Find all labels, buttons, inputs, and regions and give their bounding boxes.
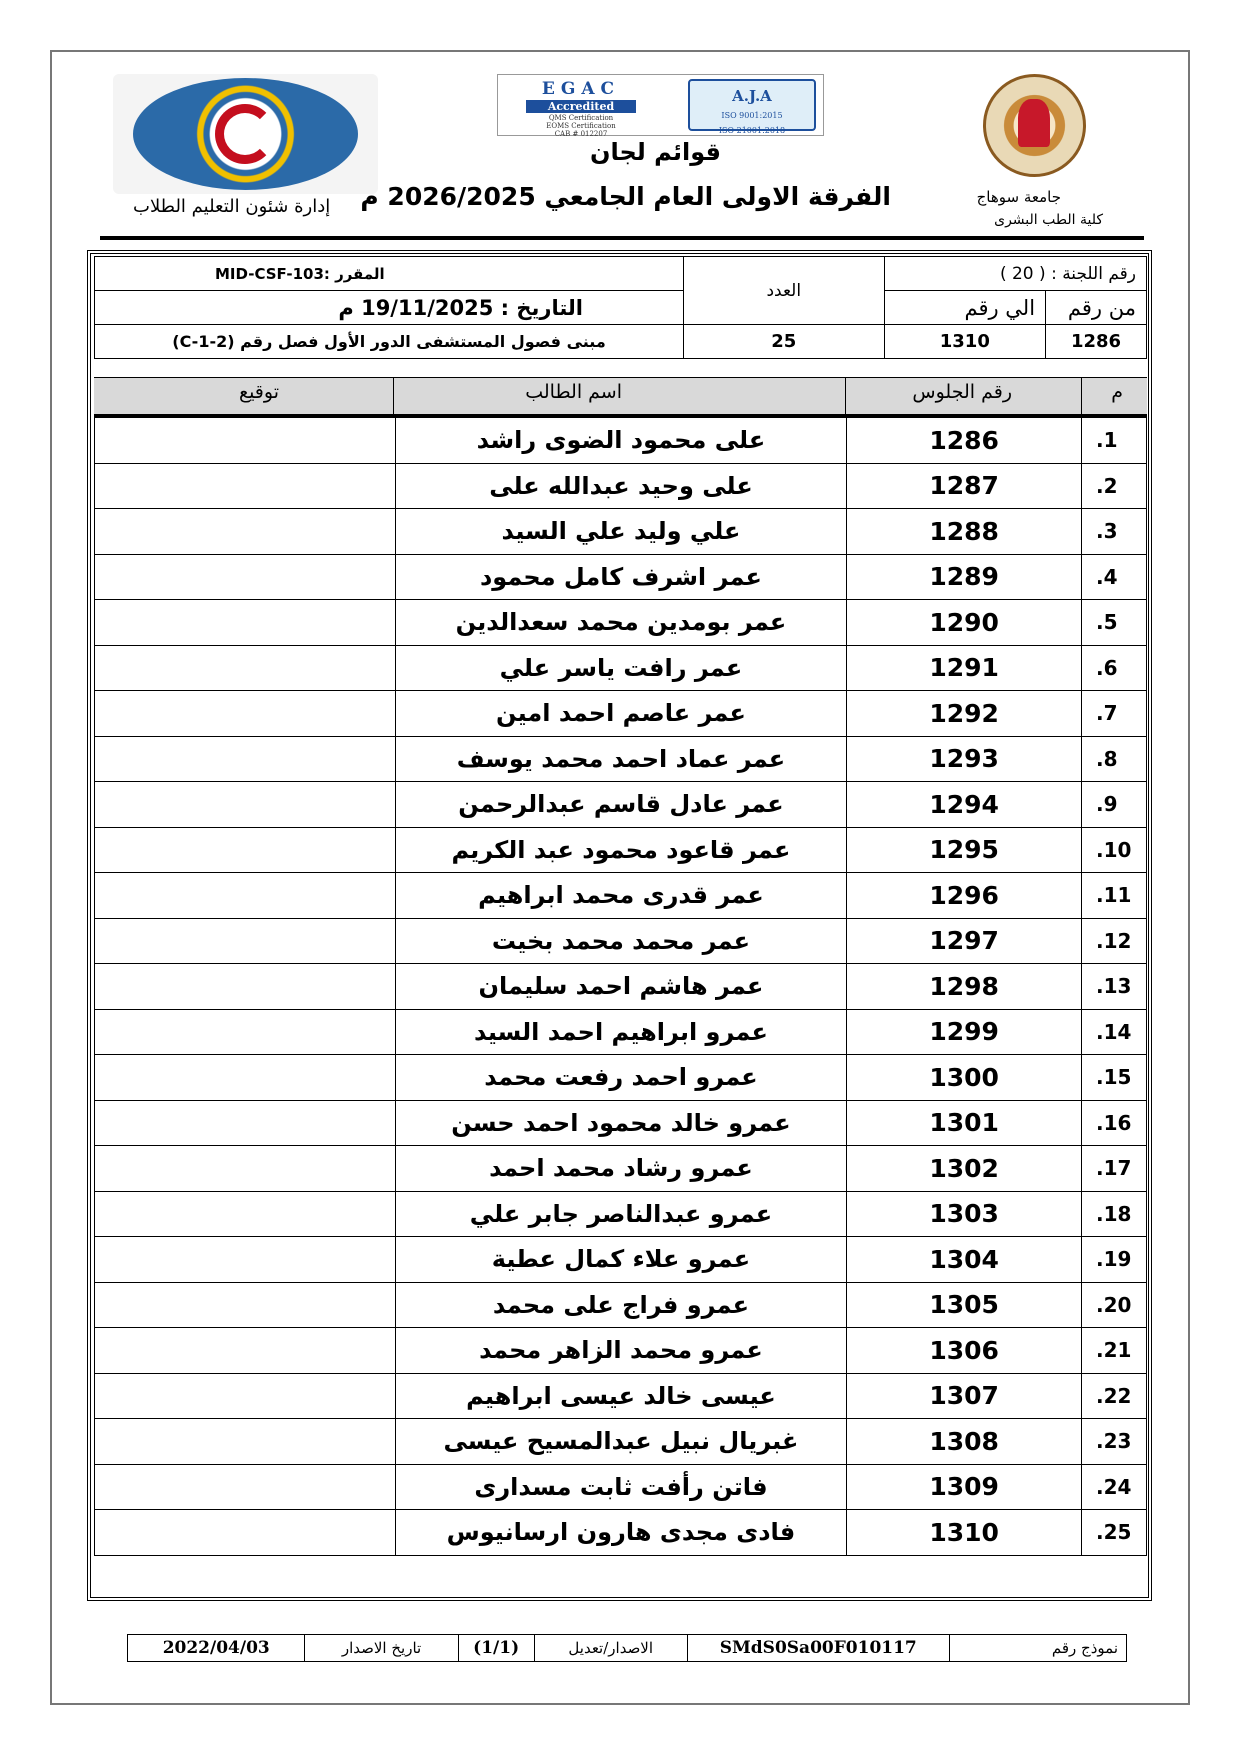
table-row <box>95 964 1147 1010</box>
aja-title: A.J.A <box>732 87 772 105</box>
table-row <box>95 736 1147 782</box>
seat-number: 1288 <box>847 509 1082 555</box>
table-row <box>95 1055 1147 1101</box>
seat-number: 1293 <box>847 736 1082 782</box>
seat-number: 1289 <box>847 554 1082 600</box>
count-value: 25 <box>683 325 884 359</box>
version-label: الاصدار/تعديل <box>534 1635 687 1662</box>
row-number: 22. <box>1082 1373 1147 1419</box>
table-row <box>95 918 1147 964</box>
student-name: عمرو فراج على محمد <box>395 1282 847 1328</box>
faculty-of-medicine-logo <box>113 74 378 194</box>
egac-line: CAB # 012207 <box>554 130 608 138</box>
students-table <box>94 417 1147 1556</box>
seat-number: 1298 <box>847 964 1082 1010</box>
seat-number: 1307 <box>847 1373 1082 1419</box>
student-name: عمرو احمد رفعت محمد <box>395 1055 847 1101</box>
student-name: عمر رافت ياسر علي <box>395 645 847 691</box>
header-divider <box>100 236 1144 240</box>
table-row <box>95 1328 1147 1374</box>
table-row <box>95 1009 1147 1055</box>
signature-cell[interactable] <box>95 645 396 691</box>
table-row <box>95 1510 1147 1556</box>
row-number: 14. <box>1082 1009 1147 1055</box>
committee-info-table <box>94 256 1147 359</box>
signature-cell[interactable] <box>95 1464 396 1510</box>
signature-cell[interactable] <box>95 736 396 782</box>
form-number-value: SMdS0Sa00F010117 <box>687 1635 949 1662</box>
student-name: عمر قدرى محمد ابراهيم <box>395 873 847 919</box>
exam-date: التاريخ : 19/11/2025 م <box>95 291 684 325</box>
row-number: 13. <box>1082 964 1147 1010</box>
seat-number: 1299 <box>847 1009 1082 1055</box>
row-number: 24. <box>1082 1464 1147 1510</box>
seat-number: 1301 <box>847 1100 1082 1146</box>
signature-cell[interactable] <box>95 691 396 737</box>
signature-cell[interactable] <box>95 600 396 646</box>
exam-location: مبنى فصول المستشفى الدور الأول فصل رقم (C-1-2) <box>95 325 684 359</box>
signature-cell[interactable] <box>95 1237 396 1283</box>
signature-cell[interactable] <box>95 873 396 919</box>
student-name: عمر اشرف كامل محمود <box>395 554 847 600</box>
col-signature-header: توقيع <box>238 381 279 403</box>
sohag-university-logo <box>983 74 1086 177</box>
committee-number: رقم اللجنة : ( 20 ) <box>884 257 1146 291</box>
student-name: عمرو خالد محمود احمد حسن <box>395 1100 847 1146</box>
signature-cell[interactable] <box>95 1055 396 1101</box>
row-number: 18. <box>1082 1191 1147 1237</box>
student-name: عمر عاصم احمد امين <box>395 691 847 737</box>
seat-number: 1296 <box>847 873 1082 919</box>
issue-date-label: تاريخ الاصدار <box>305 1635 458 1662</box>
seat-number: 1287 <box>847 463 1082 509</box>
table-row <box>95 1464 1147 1510</box>
student-name: عمر عماد احمد محمد يوسف <box>395 736 847 782</box>
student-name: عمرو عبدالناصر جابر علي <box>395 1191 847 1237</box>
row-number: 15. <box>1082 1055 1147 1101</box>
student-name: فادى مجدى هارون ارسانيوس <box>395 1510 847 1556</box>
table-row <box>95 782 1147 828</box>
department-name: إدارة شئون التعليم الطلاب <box>133 196 331 217</box>
row-number: 20. <box>1082 1282 1147 1328</box>
col-seat-header: رقم الجلوس <box>912 381 1012 403</box>
seat-number: 1295 <box>847 827 1082 873</box>
student-name: على وحيد عبدالله على <box>395 463 847 509</box>
egac-accredited: Accredited <box>526 100 636 113</box>
table-row <box>95 554 1147 600</box>
signature-cell[interactable] <box>95 1282 396 1328</box>
faculty-name: كلية الطب البشرى <box>994 212 1103 228</box>
course-code: المقرر :MID-CSF-103 <box>95 257 684 291</box>
signature-cell[interactable] <box>95 418 396 464</box>
university-name: جامعة سوهاج <box>976 188 1061 206</box>
table-header-band <box>94 377 1147 417</box>
egac-badge <box>506 79 656 138</box>
table-row <box>95 600 1147 646</box>
table-row <box>95 1373 1147 1419</box>
seat-number: 1305 <box>847 1282 1082 1328</box>
row-number: 16. <box>1082 1100 1147 1146</box>
row-number: 23. <box>1082 1419 1147 1465</box>
egac-title: EGAC <box>541 79 621 99</box>
signature-cell[interactable] <box>95 1373 396 1419</box>
student-name: علي وليد علي السيد <box>395 509 847 555</box>
col-name-header: اسم الطالب <box>525 381 622 403</box>
signature-cell[interactable] <box>95 1009 396 1055</box>
student-name: على محمود الضوى راشد <box>395 418 847 464</box>
seat-number: 1300 <box>847 1055 1082 1101</box>
row-number: 2. <box>1082 463 1147 509</box>
form-number-label: نموذج رقم <box>949 1635 1126 1662</box>
student-name: عمر قاعود محمود عبد الكريم <box>395 827 847 873</box>
from-number-value: 1286 <box>1046 325 1147 359</box>
egac-line: QMS Certification <box>548 114 614 122</box>
student-name: عيسى خالد عيسى ابراهيم <box>395 1373 847 1419</box>
issue-date-value: 2022/04/03 <box>128 1635 305 1662</box>
row-number: 7. <box>1082 691 1147 737</box>
seat-number: 1290 <box>847 600 1082 646</box>
page-title: قوائم لجان <box>590 138 721 166</box>
signature-cell[interactable] <box>95 554 396 600</box>
row-number: 10. <box>1082 827 1147 873</box>
table-row <box>95 1191 1147 1237</box>
page-subtitle: الفرقة الاولى العام الجامعي 2026/2025 م <box>360 182 891 211</box>
row-number: 3. <box>1082 509 1147 555</box>
signature-cell[interactable] <box>95 463 396 509</box>
signature-cell[interactable] <box>95 964 396 1010</box>
seat-number: 1294 <box>847 782 1082 828</box>
seat-number: 1304 <box>847 1237 1082 1283</box>
signature-cell[interactable] <box>95 1328 396 1374</box>
table-row <box>95 509 1147 555</box>
signature-cell[interactable] <box>95 1100 396 1146</box>
table-row <box>95 463 1147 509</box>
seat-number: 1292 <box>847 691 1082 737</box>
version-value: (1/1) <box>458 1635 534 1662</box>
seat-number: 1297 <box>847 918 1082 964</box>
seat-number: 1308 <box>847 1419 1082 1465</box>
student-name: عمرو رشاد محمد احمد <box>395 1146 847 1192</box>
student-name: عمر عادل قاسم عبدالرحمن <box>395 782 847 828</box>
table-row <box>95 1237 1147 1283</box>
signature-cell[interactable] <box>95 509 396 555</box>
table-row <box>95 827 1147 873</box>
signature-cell[interactable] <box>95 782 396 828</box>
table-row <box>95 873 1147 919</box>
row-number: 9. <box>1082 782 1147 828</box>
signature-cell[interactable] <box>95 1419 396 1465</box>
row-number: 25. <box>1082 1510 1147 1556</box>
student-name: عمر هاشم احمد سليمان <box>395 964 847 1010</box>
to-number-value: 1310 <box>884 325 1045 359</box>
aja-line: ISO 21001:2018 <box>718 126 786 135</box>
student-name: عمر محمد محمد بخيت <box>395 918 847 964</box>
row-number: 21. <box>1082 1328 1147 1374</box>
signature-cell[interactable] <box>95 1191 396 1237</box>
seat-number: 1286 <box>847 418 1082 464</box>
accreditation-badges <box>497 74 824 136</box>
seat-number: 1310 <box>847 1510 1082 1556</box>
student-name: عمرو ابراهيم احمد السيد <box>395 1009 847 1055</box>
row-number: 6. <box>1082 645 1147 691</box>
table-row <box>95 1146 1147 1192</box>
aja-line: ISO 9001:2015 <box>721 111 783 120</box>
student-name: عمرو محمد الزاهر محمد <box>395 1328 847 1374</box>
row-number: 11. <box>1082 873 1147 919</box>
row-number: 5. <box>1082 600 1147 646</box>
signature-cell[interactable] <box>95 1146 396 1192</box>
table-row <box>95 1100 1147 1146</box>
seat-number: 1309 <box>847 1464 1082 1510</box>
form-footer <box>127 1634 1127 1662</box>
student-name: عمرو علاء كمال عطية <box>395 1237 847 1283</box>
row-number: 8. <box>1082 736 1147 782</box>
egac-line: EOMS Certification <box>546 122 616 130</box>
row-number: 4. <box>1082 554 1147 600</box>
row-number: 1. <box>1082 418 1147 464</box>
row-number: 12. <box>1082 918 1147 964</box>
seat-number: 1306 <box>847 1328 1082 1374</box>
table-row <box>95 418 1147 464</box>
student-name: عمر بومدين محمد سعدالدين <box>395 600 847 646</box>
row-number: 17. <box>1082 1146 1147 1192</box>
aja-badge <box>688 79 816 135</box>
row-number: 19. <box>1082 1237 1147 1283</box>
from-number-label: من رقم <box>1046 291 1147 325</box>
signature-cell[interactable] <box>95 1510 396 1556</box>
signature-cell[interactable] <box>95 827 396 873</box>
col-no-header: م <box>1111 381 1123 403</box>
table-row <box>95 1419 1147 1465</box>
count-label: العدد <box>683 257 884 325</box>
table-row <box>95 691 1147 737</box>
to-number-label: الي رقم <box>884 291 1045 325</box>
table-row <box>95 1282 1147 1328</box>
seat-number: 1303 <box>847 1191 1082 1237</box>
signature-cell[interactable] <box>95 918 396 964</box>
table-row <box>95 645 1147 691</box>
seat-number: 1302 <box>847 1146 1082 1192</box>
student-name: غبريال نبيل عبدالمسيح عيسى <box>395 1419 847 1465</box>
student-name: فاتن رأفت ثابت مسدارى <box>395 1464 847 1510</box>
seat-number: 1291 <box>847 645 1082 691</box>
